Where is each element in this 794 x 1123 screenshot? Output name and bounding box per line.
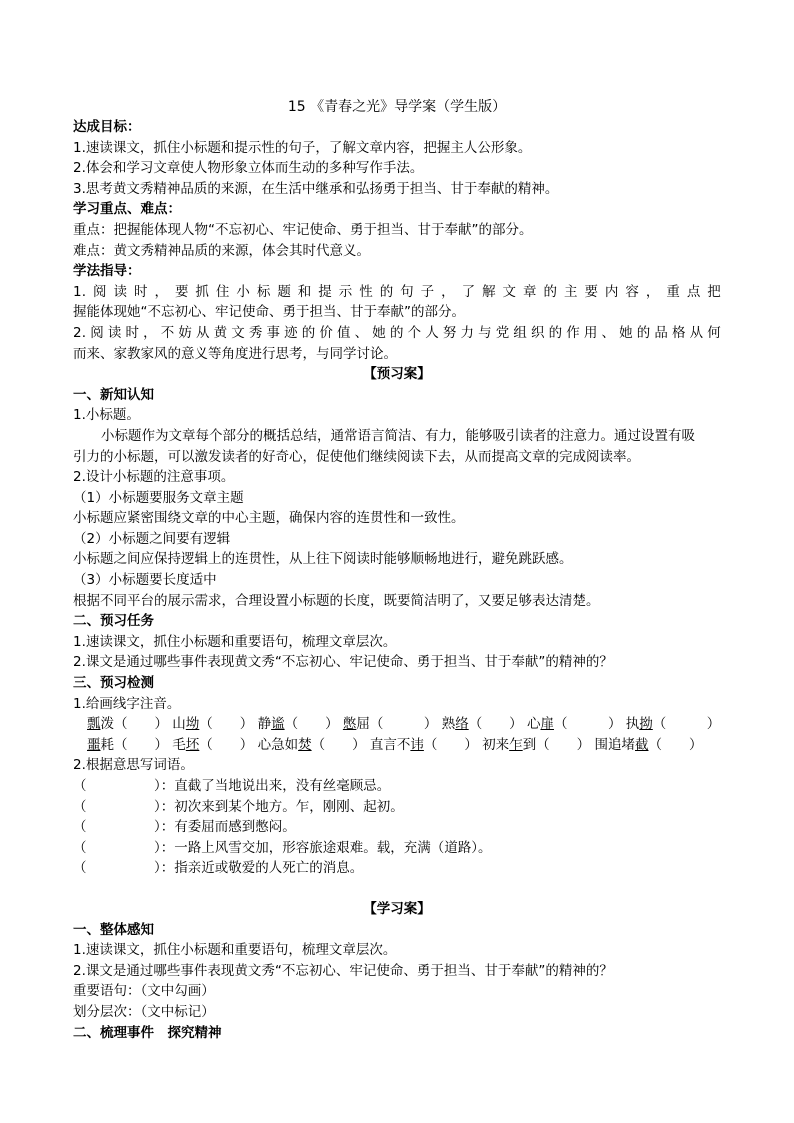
study-item: 1.速读课文，抓住小标题和重要语句，梳理文章层次。 [73,942,397,959]
pinyin-item: 噩耗（ ） [87,736,168,753]
study-item: 2.课文是通过哪些事件表现黄文秀“不忘初心、牢记使命、勇于担当、甘于奉献”的精神的？ [73,962,613,979]
word-blank-line: （ ）：一路上风雪交加，形容旅途艰难。载，充满（道路）。 [73,839,492,856]
pinyin-item: 心扉（ ） [526,716,622,733]
pinyin-item: 执拗（ ） [625,716,721,733]
pinyin-row [73,714,721,735]
pinyin-item: 围追堵截（ ） [594,736,703,753]
pinyin-item: 熟络（ ） [441,716,523,733]
section-heading: 三、预习检测 [73,675,154,692]
pinyin-item: 山坳（ ） [172,716,254,733]
keypoints-heading: 学习重点、难点： [73,201,181,218]
pinyin-row [73,735,721,756]
section-heading: 二、预习任务 [73,613,154,630]
section-heading: 一、整体感知 [73,921,154,938]
goal-item: 1.速读课文，抓住小标题和提示性的句子，了解文章内容，把握主人公形象。 [73,139,532,156]
point-line: 小标题之间应保持逻辑上的连贯性，从上往下阅读时能够顺畅地进行，避免跳跃感。 [73,551,573,568]
point-line: 小标题应紧密围绕文章的中心主题，确保内容的连贯性和一致性。 [73,510,465,527]
paragraph-line: 引力的小标题，可以激发读者的好奇心，促使他们继续阅读下去，从而提高文章的完成阅读率。 [73,448,640,465]
pinyin-item: 初来乍到（ ） [482,736,591,753]
pinyin-item: 心急如焚（ ） [257,736,366,753]
pinyin-item: 憋屈（ ） [342,716,438,733]
method-line: 而来、家教家风的意义等角度进行思考，与同学讨论。 [73,345,397,362]
preview-heading: 【预习案】 [363,366,431,383]
point-line: 根据不同平台的展示需求，合理设置小标题的长度，既要简洁明了，又要足够表达清楚。 [73,592,600,609]
word-blank-line: （ ）：指亲近或敬爱的人死亡的消息。 [73,860,364,877]
study-heading: 【学习案】 [363,900,431,917]
section-item: 2.设计小标题的注意事项。 [73,469,235,486]
task-item: 1.速读课文，抓住小标题和重要语句，梳理文章层次。 [73,633,397,650]
method-line: 1.阅读时，要抓住小标题和提示性的句子，了解文章的主要内容，重点把 [73,283,721,300]
pinyin-item: 静谧（ ） [257,716,339,733]
point-line: （3）小标题要长度适中 [73,572,217,589]
word-blank-line: （ ）：有委屈而感到憋闷。 [73,819,296,836]
keypoint-item: 重点：把握能体现人物“不忘初心、牢记使命、勇于担当、甘于奉献”的部分。 [73,221,533,238]
point-line: （1）小标题要服务文章主题 [73,489,244,506]
goals-heading: 达成目标： [73,119,141,135]
page-title: 15 《青春之光》导学案（学生版） [287,99,507,115]
pinyin-item: 瓢泼（ ） [87,716,168,733]
study-item: 划分层次：（文中标记） [73,1003,215,1020]
method-line: 2.阅读时，不妨从黄文秀事迹的价值、她的个人努力与党组织的作用、她的品格从何 [73,324,721,341]
paragraph-line: 小标题作为文章每个部分的概括总结，通常语言简洁、有力，能够吸引读者的注意力。通过设置有吸 [101,427,695,444]
study-item: 重要语句：（文中勾画） [73,983,215,1000]
method-heading: 学法指导： [73,263,141,280]
point-line: （2）小标题之间要有逻辑 [73,530,231,547]
pinyin-item: 毛坯（ ） [172,736,254,753]
section-heading: 二、梳理事件 探究精神 [73,1024,222,1041]
method-line: 握能体现她“不忘初心、牢记使命、勇于担当、甘于奉献”的部分。 [73,304,465,321]
pinyin-item: 直言不讳（ ） [369,736,478,753]
word-blank-line: （ ）：直截了当地说出来，没有丝毫顾忌。 [73,778,391,794]
word-blank-line: （ ）：初次来到某个地方。乍，刚刚、起初。 [73,798,404,815]
section-item: 2.根据意思写词语。 [73,757,194,774]
keypoint-item: 难点：黄文秀精神品质的来源，体会其时代意义。 [73,242,370,259]
goal-item: 2.体会和学习文章使人物形象立体而生动的多种写作手法。 [73,160,424,177]
document-page [73,97,721,1043]
task-item: 2.课文是通过哪些事件表现黄文秀“不忘初心、牢记使命、勇于担当、甘于奉献”的精神的？ [73,654,613,671]
section-item: 1.给画线字注音。 [73,695,181,712]
spacer [73,879,721,899]
goal-item: 3.思考黄文秀精神品质的来源，在生活中继承和弘扬勇于担当、甘于奉献的精神。 [73,180,559,197]
section-heading: 一、新知认知 [73,386,154,403]
section-item: 1.小标题。 [73,407,140,424]
